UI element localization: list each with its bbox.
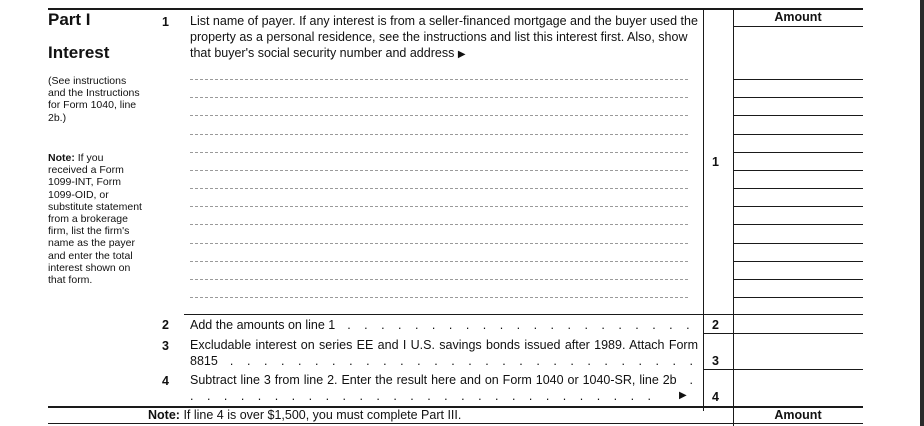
amount-entry-line[interactable] bbox=[733, 115, 863, 116]
payer-name-line[interactable] bbox=[190, 261, 688, 262]
line-1-number: 1 bbox=[162, 15, 169, 29]
box-3-number: 3 bbox=[712, 354, 719, 368]
line-4-text: Subtract line 3 from line 2. Enter the result here and on Form 1040 or 1040-SR, line 2b bbox=[190, 373, 677, 387]
amount-header-rule bbox=[733, 26, 863, 27]
line-3-instruction bbox=[190, 337, 698, 371]
line-1-arrow-icon: ▶ bbox=[457, 49, 466, 60]
payer-name-line[interactable] bbox=[190, 224, 688, 225]
box-column-left-rule bbox=[703, 8, 704, 411]
footer-amount-header: Amount bbox=[774, 408, 822, 422]
part-title: Interest bbox=[48, 43, 110, 62]
amount-column-left-rule bbox=[733, 8, 734, 426]
sidebar-note-text: If you received a Form 1099-INT, Form 1099-OID, or substitute statement from a brokerage firm, list the firm's name as the payer and enter the total interest shown on that form. bbox=[48, 152, 142, 287]
payer-name-line[interactable] bbox=[190, 152, 688, 153]
line-4-arrow-icon: ▶ bbox=[679, 390, 687, 401]
line-1-text: List name of payer. If any interest is from a seller-financed mortgage and the buyer used the property as a personal residence, see the instructions and list this interest first. Also, show that buyer's social security number and address bbox=[190, 14, 698, 60]
amount-entry-line[interactable] bbox=[733, 243, 863, 244]
amount-entry-line[interactable] bbox=[733, 224, 863, 225]
amount-entry-line[interactable] bbox=[733, 188, 863, 189]
bottom-rule bbox=[48, 423, 863, 424]
part-label: Part I bbox=[48, 10, 91, 29]
amount-entry-line[interactable] bbox=[733, 170, 863, 171]
amount-entry-line[interactable] bbox=[733, 279, 863, 280]
box-1-number: 1 bbox=[712, 155, 719, 169]
payer-name-line[interactable] bbox=[190, 243, 688, 244]
amount-entry-line[interactable] bbox=[733, 79, 863, 80]
line-1-bottom-rule bbox=[184, 314, 863, 315]
sidebar-note bbox=[48, 152, 144, 286]
line-2-instruction bbox=[190, 317, 700, 333]
payer-name-line[interactable] bbox=[190, 79, 688, 80]
payer-name-line[interactable] bbox=[190, 297, 688, 298]
sidebar-note-label: Note: bbox=[48, 152, 75, 164]
payer-name-line[interactable] bbox=[190, 115, 688, 116]
payer-name-line[interactable] bbox=[190, 170, 688, 171]
amount-entry-line[interactable] bbox=[733, 261, 863, 262]
footer-note-label: Note: bbox=[148, 408, 180, 422]
amount-entry-line[interactable] bbox=[733, 297, 863, 298]
line-4-instruction bbox=[190, 372, 698, 406]
payer-name-line[interactable] bbox=[190, 134, 688, 135]
payer-name-line[interactable] bbox=[190, 188, 688, 189]
line-1-instruction bbox=[190, 13, 698, 63]
amount-entry-line[interactable] bbox=[733, 134, 863, 135]
footer-note-text: If line 4 is over $1,500, you must complete Part III. bbox=[183, 408, 462, 422]
box-2-number: 2 bbox=[712, 318, 719, 332]
line-2-leader-dots: . . . . . . . . . . . . . . . . . . . . . bbox=[338, 318, 695, 332]
amount-entry-line[interactable] bbox=[733, 152, 863, 153]
footer-note bbox=[148, 407, 698, 423]
line-3-number: 3 bbox=[162, 339, 169, 353]
line-2-box-rule[interactable] bbox=[703, 333, 863, 334]
see-instructions-note: (See instructions and the Instructions for Form 1040, line 2b.) bbox=[48, 75, 140, 124]
line-3-leader-dots: . . . . . . . . . . . . . . . . . . . . . . . . . . . . bbox=[229, 354, 698, 368]
amount-entry-line[interactable] bbox=[733, 97, 863, 98]
box-4-number: 4 bbox=[712, 390, 719, 404]
payer-name-line[interactable] bbox=[190, 97, 688, 98]
line-2-text: Add the amounts on line 1 bbox=[190, 318, 336, 332]
payer-name-line[interactable] bbox=[190, 206, 688, 207]
line-4-leader-dots: . . . . . . . . . . . . . . . . . . . . . . . . . . . . . bbox=[190, 373, 698, 403]
line-4-number: 4 bbox=[162, 374, 169, 388]
amount-column-header: Amount bbox=[774, 10, 822, 24]
line-3-text: Excludable interest on series EE and I U.S. savings bonds issued after 1989. Attach Form 8815 bbox=[190, 338, 698, 368]
payer-name-line[interactable] bbox=[190, 279, 688, 280]
amount-entry-line[interactable] bbox=[733, 206, 863, 207]
window-edge bbox=[920, 0, 924, 426]
line-3-box-rule[interactable] bbox=[703, 369, 863, 370]
line-2-number: 2 bbox=[162, 318, 169, 332]
